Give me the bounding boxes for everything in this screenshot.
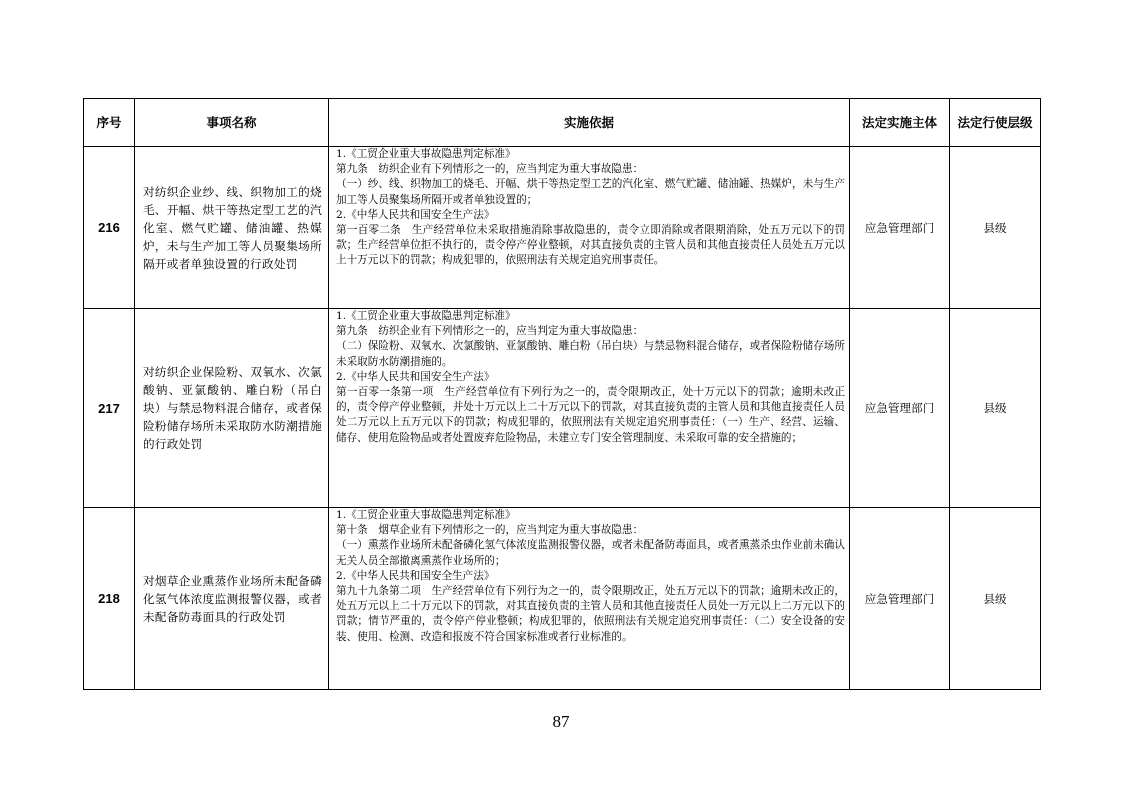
implementing-subject: 应急管理部门	[850, 508, 950, 690]
row-number: 218	[84, 508, 135, 690]
table-row	[84, 508, 1041, 690]
item-name: 对纺织企业纱、线、织物加工的烧毛、开幅、烘干等热定型工艺的汽化室、燃气贮罐、储油罐、热媒炉，未与生产加工等人员聚集场所隔开或者单独设置的行政处罚	[135, 147, 329, 309]
page-number: 87	[552, 712, 570, 731]
basis-line: （一）纱、线、织物加工的烧毛、开幅、烘干等热定型工艺的汽化室、燃气贮罐、储油罐、热媒炉，未与生产加工等人员聚集场所隔开或者单独设置的；	[336, 178, 845, 206]
header-subject: 法定实施主体	[850, 99, 950, 147]
basis-line: 第一百零一条第一项 生产经营单位有下列行为之一的，责令限期改正，处十万元以下的罚款；逾期未改正的，责令停产停业整顿，并处十万元以上二十万元以下的罚款，对其直接负责的主管人员和其他直接责任人员处二万元以上五万元以下的罚款；构成犯罪的，依照刑法有关规定追究刑事责任：（一）生产、经营、运输、储存、使用危险物品或者处置废弃危险物品，未建立专门安全管理制度、未采取可靠的安全措施的；	[336, 386, 845, 444]
basis-line: 1.《工贸企业重大事故隐患判定标准》	[336, 310, 516, 322]
table-row	[84, 309, 1041, 508]
basis-line: 1.《工贸企业重大事故隐患判定标准》	[336, 148, 516, 160]
item-name: 对烟草企业熏蒸作业场所未配备磷化氢气体浓度监测报警仪器，或者未配备防毒面具的行政处罚	[135, 508, 329, 690]
basis-line: 第一百零二条 生产经营单位未采取措施消除事故隐患的，责令立即消除或者限期消除，处五万元以下的罚款；生产经营单位拒不执行的，责令停产停业整顿，对其直接负责的主管人员和其他直接责任人员处五万元以上十万元以下的罚款；构成犯罪的，依照刑法有关规定追究刑事责任。	[336, 224, 845, 267]
exercise-level: 县级	[950, 147, 1041, 309]
basis-line: 2.《中华人民共和国安全生产法》	[336, 208, 495, 221]
legal-basis	[329, 309, 850, 508]
header-name: 事项名称	[135, 99, 329, 147]
basis-line: （一）熏蒸作业场所未配备磷化氢气体浓度监测报警仪器，或者未配备防毒面具，或者熏蒸杀虫作业前未确认无关人员全部撤离熏蒸作业场所的；	[336, 539, 845, 567]
row-number: 217	[84, 309, 135, 508]
exercise-level: 县级	[950, 508, 1041, 690]
exercise-level: 县级	[950, 309, 1041, 508]
regulation-table	[83, 98, 1041, 690]
row-number: 216	[84, 147, 135, 309]
basis-line: 2.《中华人民共和国安全生产法》	[336, 569, 495, 582]
header-basis: 实施依据	[329, 99, 850, 147]
basis-line: 第九条 纺织企业有下列情形之一的，应当判定为重大事故隐患：	[336, 325, 644, 338]
basis-line: 第九条 纺织企业有下列情形之一的，应当判定为重大事故隐患：	[336, 163, 644, 176]
legal-basis	[329, 147, 850, 309]
basis-line: 第十条 烟草企业有下列情形之一的，应当判定为重大事故隐患：	[336, 524, 644, 537]
table-header-row	[84, 99, 1041, 147]
basis-line: 1.《工贸企业重大事故隐患判定标准》	[336, 509, 516, 521]
header-no: 序号	[84, 99, 135, 147]
item-name: 对纺织企业保险粉、双氧水、次氯酸钠、亚氯酸钠、雕白粉（吊白块）与禁忌物料混合储存，或者保险粉储存场所未采取防水防潮措施的行政处罚	[135, 309, 329, 508]
basis-line: 第九十九条第二项 生产经营单位有下列行为之一的，责令限期改正，处五万元以下的罚款；逾期未改正的，处五万元以上二十万元以下的罚款，对其直接负责的主管人员和其他直接责任人员处一万元以上二万元以下的罚款；情节严重的，责令停产停业整顿；构成犯罪的，依照刑法有关规定追究刑事责任：（二）安全设备的安装、使用、检测、改造和报废不符合国家标准或者行业标准的。	[336, 585, 845, 643]
table-row	[84, 147, 1041, 309]
implementing-subject: 应急管理部门	[850, 147, 950, 309]
legal-basis	[329, 508, 850, 690]
implementing-subject: 应急管理部门	[850, 309, 950, 508]
basis-line: 2.《中华人民共和国安全生产法》	[336, 370, 495, 383]
header-level: 法定行使层级	[950, 99, 1041, 147]
basis-line: （二）保险粉、双氧水、次氯酸钠、亚氯酸钠、雕白粉（吊白块）与禁忌物料混合储存，或者保险粉储存场所未采取防水防潮措施的。	[336, 340, 845, 368]
